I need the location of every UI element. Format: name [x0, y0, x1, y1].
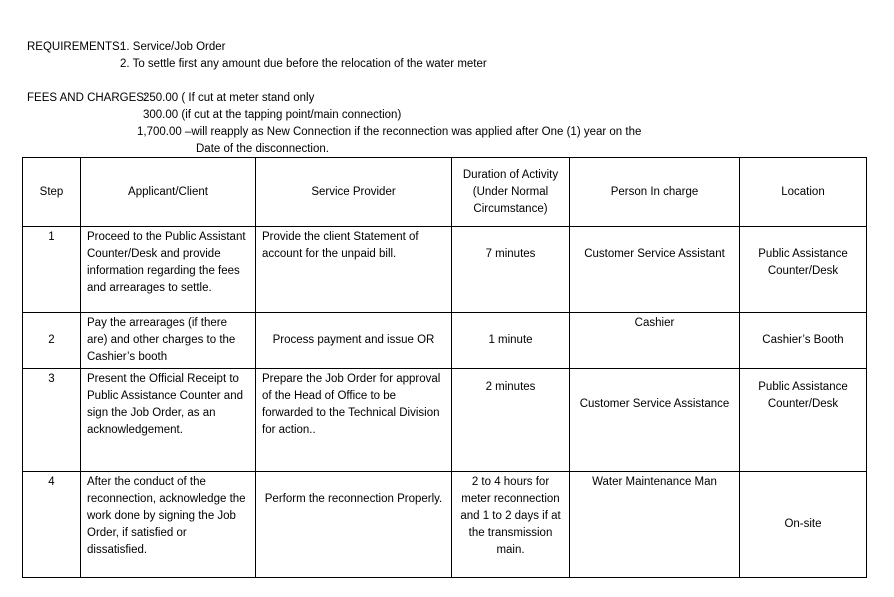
fees-label: FEES AND CHARGES:	[27, 92, 148, 104]
table-header-row	[23, 158, 867, 227]
row-1-client: Proceed to the Public Assistant Counter/Desk and provide information regarding the fees and arrearages to settle.	[81, 227, 256, 313]
table-row	[23, 472, 867, 578]
header-location: Location	[740, 158, 867, 227]
fee-line-2: 300.00 (if cut at the tapping point/main connection)	[143, 109, 402, 121]
row-1-location: Public Assistance Counter/Desk	[740, 227, 867, 313]
row-1-step: 1	[23, 227, 81, 313]
row-4-duration: 2 to 4 hours for meter reconnection and 1 to 2 days if at the transmission main.	[452, 472, 570, 578]
header-service-provider: Service Provider	[256, 158, 452, 227]
row-3-location: Public Assistance Counter/Desk	[740, 369, 867, 472]
fee-line-3: 1,700.00 –will reapply as New Connection if the reconnection was applied after One (1) year on the	[137, 126, 642, 138]
row-4-provider: Perform the reconnection Properly.	[256, 472, 452, 578]
process-table	[22, 157, 867, 578]
row-4-step: 4	[23, 472, 81, 578]
row-4-client: After the conduct of the reconnection, acknowledge the work done by signing the Job Order, if satisfied or dissatisfied.	[81, 472, 256, 578]
row-2-step: 2	[23, 313, 81, 369]
row-2-client: Pay the arrearages (if there are) and other charges to the Cashier’s booth	[81, 313, 256, 369]
requirement-item-1: 1. Service/Job Order	[120, 41, 226, 53]
row-2-location: Cashier’s Booth	[740, 313, 867, 369]
row-2-provider: Process payment and issue OR	[256, 313, 452, 369]
requirement-item-2: 2. To settle first any amount due before the relocation of the water meter	[120, 58, 487, 70]
row-3-duration: 2 minutes	[452, 369, 570, 472]
row-3-step: 3	[23, 369, 81, 472]
table-row	[23, 313, 867, 369]
row-2-person: Cashier	[570, 313, 740, 369]
row-3-person: Customer Service Assistance	[570, 369, 740, 472]
row-4-person: Water Maintenance Man	[570, 472, 740, 578]
row-1-person: Customer Service Assistant	[570, 227, 740, 313]
requirements-label: REQUIREMENTS:	[27, 41, 123, 53]
row-1-provider: Provide the client Statement of account for the unpaid bill.	[256, 227, 452, 313]
header-applicant-client: Applicant/Client	[81, 158, 256, 227]
header-person-in-charge: Person In charge	[570, 158, 740, 227]
row-1-duration: 7 minutes	[452, 227, 570, 313]
table-row	[23, 227, 867, 313]
row-2-duration: 1 minute	[452, 313, 570, 369]
row-4-location: On-site	[740, 472, 867, 578]
header-step: Step	[23, 158, 81, 227]
fee-line-1: 250.00 ( If cut at meter stand only	[143, 92, 315, 104]
header-duration: Duration of Activity (Under Normal Circumstance)	[452, 158, 570, 227]
row-3-client: Present the Official Receipt to Public Assistance Counter and sign the Job Order, as an acknowledgement.	[81, 369, 256, 472]
row-3-provider: Prepare the Job Order for approval of the Head of Office to be forwarded to the Technical Division for action..	[256, 369, 452, 472]
fee-line-4: Date of the disconnection.	[196, 143, 329, 155]
table-row	[23, 369, 867, 472]
